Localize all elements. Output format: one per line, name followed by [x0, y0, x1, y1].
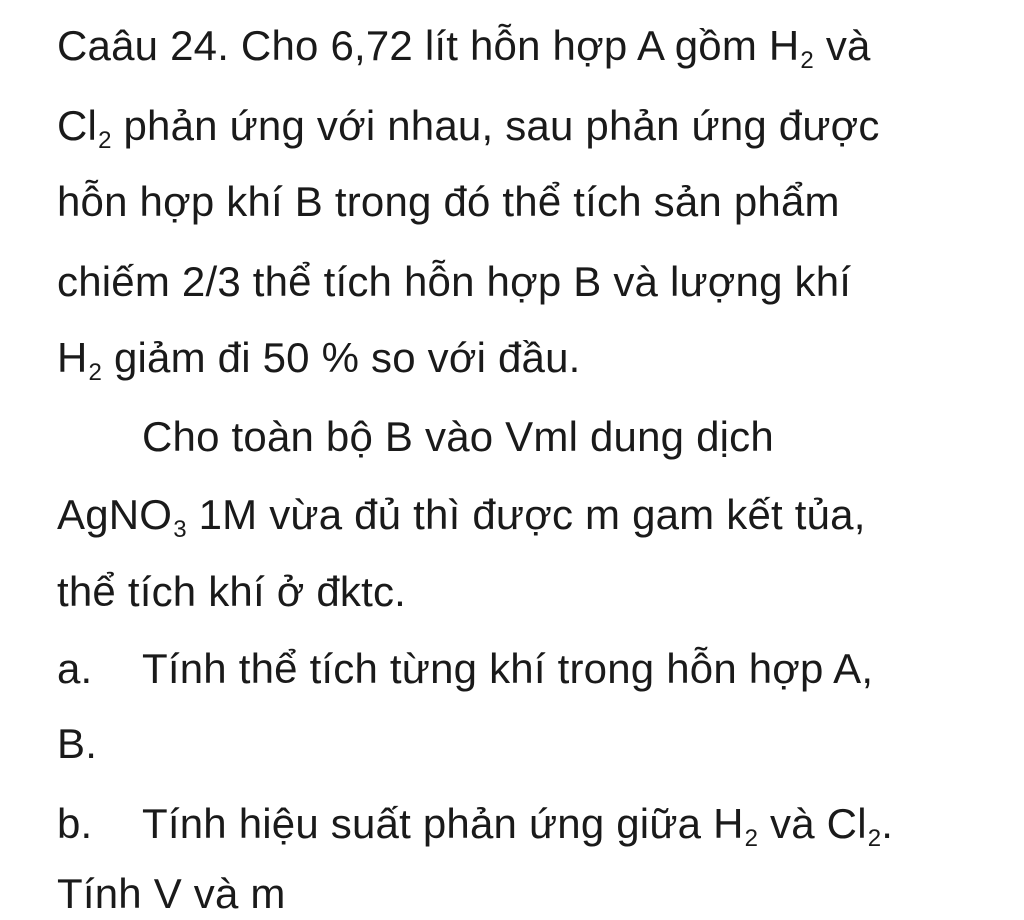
text-run: H [57, 334, 88, 381]
subscript: 3 [173, 516, 187, 543]
question-line-6: Cho toàn bộ B vào Vml dung dịch [142, 413, 774, 460]
text-run: và [813, 22, 871, 69]
question-line-3: hỗn hợp khí B trong đó thể tích sản phẩm [57, 178, 840, 225]
text-run: 1M vừa đủ thì được m gam kết tủa, [186, 491, 866, 538]
question-line-8: thể tích khí ở đktc. [57, 568, 407, 615]
question-line-1 [57, 22, 871, 77]
text-run: và Cl [758, 800, 867, 847]
question-line-4: chiếm 2/3 thể tích hỗn hợp B và lượng khí [57, 258, 852, 305]
subscript: 2 [88, 359, 103, 386]
item-b-continuation: Tính V và m [57, 870, 286, 917]
subscript: 2 [800, 47, 814, 74]
item-a-text: Tính thể tích từng khí trong hỗn hợp A, [142, 645, 874, 692]
question-line-7 [57, 491, 866, 546]
text-run: Caâu 24. Cho 6,72 lít hỗn hợp A gồm H [57, 22, 800, 69]
subscript: 2 [98, 127, 112, 154]
text-run: phản ứng với nhau, sau phản ứng được [111, 102, 880, 149]
text-run: . [881, 800, 894, 847]
text-run: Cl [57, 102, 98, 149]
text-run: Tính hiệu suất phản ứng giữa H [142, 800, 744, 847]
text-run: giảm đi 50 % so với đầu. [102, 334, 581, 381]
subscript: 2 [744, 825, 759, 852]
item-b-marker: b. [57, 800, 93, 847]
text-run: AgNO [57, 491, 173, 538]
item-b-text [142, 800, 893, 855]
question-line-5 [57, 334, 581, 389]
item-a-continuation: B. [57, 720, 98, 767]
item-a-marker: a. [57, 645, 93, 692]
question-line-2 [57, 102, 880, 157]
subscript: 2 [867, 825, 882, 852]
